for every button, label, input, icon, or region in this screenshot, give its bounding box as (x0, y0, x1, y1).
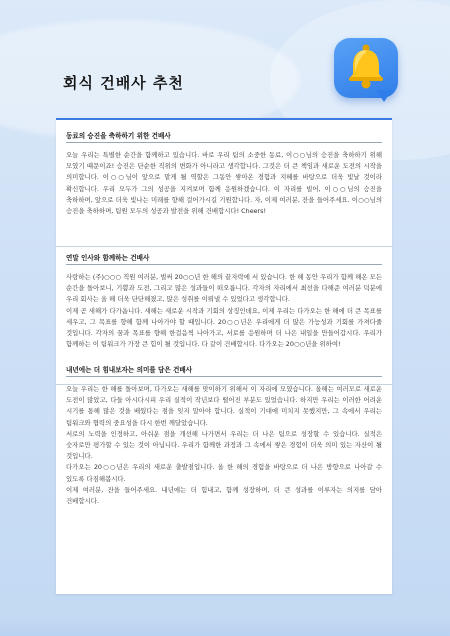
section-heading: 내년에는 더 힘내보자는 의미를 담은 건배사 (66, 364, 382, 377)
section-next-year-toast (66, 364, 382, 507)
page-title: 회식 건배사 추천 (63, 74, 184, 92)
section-heading: 연말 인사와 함께하는 건배사 (66, 252, 382, 265)
content-card (56, 118, 392, 594)
section-body: 오늘 우리는 한 해를 돌아보며, 다가오는 새해를 맞이하기 위해서 이 자리에 모였습니다. 올해는 여러모로 새로운 도전이 많았고, 다들 아시다시피 우리 실적이 작년보다 떨어진 부분도 있었습니다. 하지만 우리는 이러한 어려운 시기를 통해 많은 것을 배웠다는 점을 잊지 말아야 합니다. 실적이 기대에 미치지 못했지만, 그 속에서 우리는 팀워크와 협력의 중요성을 다시 한번 깨달았습니다. 서로의 노력을 인정하고, 아쉬운 점을 개선해 나가면서 우리는 더 나은 팀으로 성장할 수 있습니다. 실적은 숫자로만 평가할 수 있는 것이 아닙니다. 우리가 함께한 과정과 그 속에서 쌓은 경험이 더욱 의미 있는 자산이 될 것입니다. 다가오는 20○○년은 우리의 새로운 출발점입니다. 올 한 해의 경험을 바탕으로 더 나은 방향으로 나아갈 수 있도록 다짐해봅시다. 이제 여러분, 잔을 들어주세요. 내년에는 더 힘내고, 함께 성장하며, 더 큰 성과를 이루자는 의지를 담아 건배합시다. (66, 385, 382, 506)
bell-icon (330, 32, 402, 104)
section-promotion-toast (66, 130, 382, 217)
footer-decoration (0, 618, 450, 636)
section-body: 사랑하는 (주)○○○ 직원 여러분, 벌써 20○○년 한 해의 끝자락에 서 있습니다. 한 해 동안 우리가 함께 해온 모든 순간을 돌아보니, 기쁨과 도전, 그리고 많은 성과들이 떠오릅니다. 각자의 자리에서 최선을 다해준 여러분 덕분에 우리 회사는 올 해 더욱 단단해졌고, 많은 성취를 이뤄낼 수 있었다고 생각합니다. 이제 곧 새해가 다가옵니다. 새해는 새로운 시작과 기회의 상징인데요, 이제 우리는 다가오는 한 해에 더 큰 목표를 세우고, 그 목표를 향해 함께 나아가야 할 때입니다. 20○○년은 우리에게 더 많은 가능성과 기회를 가져다줄 것입니다. 각자의 꿈과 목표를 향해 한걸음씩 나아가고, 서로를 응원하며 더 나은 내일을 만들어갑시다. 우리가 함께하는 이 팀워크가 가장 큰 힘이 될 것입니다. 다 같이 건배합시다. 다가오는 20○○년을 위하여! (66, 273, 382, 349)
section-heading: 동료의 승진을 축하하기 위한 건배사 (66, 130, 382, 143)
section-year-end-toast (66, 252, 382, 350)
section-body: 오늘 우리는 특별한 순간을 함께하고 있습니다. 바로 우리 팀의 소중한 동료, 이○○님의 승진을 축하하기 위해 모였기 때문이죠! 승진은 단순한 직위의 변화가 아니라고 생각합니다. 그것은 더 큰 책임과 새로운 도전의 시작을 의미합니다. 이○○님이 앞으로 맡게 될 역할은 그동안 쌓아온 경험과 지혜를 바탕으로 더욱 빛날 것이라 확신합니다. 우리 모두가 그의 성공을 지켜보며 함께 응원하겠습니다. 이 자리를 빌어, 이○○님의 승진을 축하하며, 앞으로 더욱 빛나는 미래를 향해 걸어가시길 기원합니다. 자, 이제 여러분, 잔을 들어주세요. 이○○님의 승진을 축하하며, 팀원 모두의 성공과 발전을 위해 건배합시다! Cheers! (66, 151, 382, 216)
section-divider (56, 246, 392, 247)
